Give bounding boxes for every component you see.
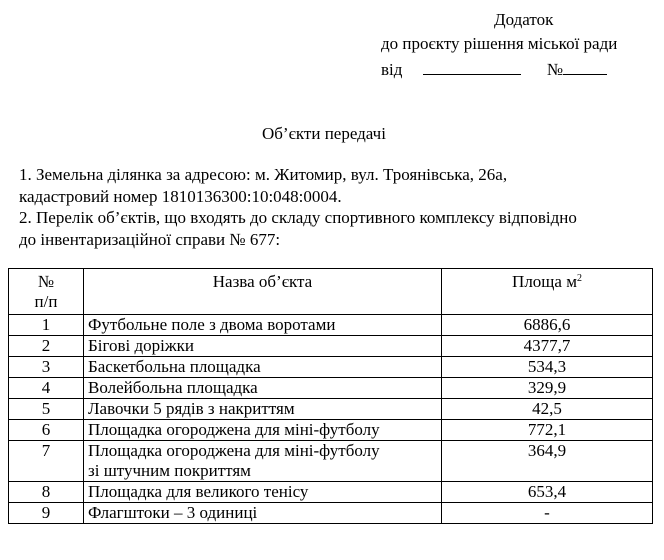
objects-table bbox=[8, 268, 653, 524]
table-row bbox=[9, 357, 653, 378]
row-number: 3 bbox=[9, 357, 84, 378]
row-name: Площадка огороджена для міні-футболу зі штучним покриттям bbox=[84, 441, 442, 482]
table-row bbox=[9, 482, 653, 503]
row-number: 5 bbox=[9, 399, 84, 420]
row-name: Лавочки 5 рядів з накриттям bbox=[84, 399, 442, 420]
number-sign: № bbox=[546, 60, 564, 79]
row-number: 9 bbox=[9, 503, 84, 524]
row-name: Площадка для великого тенісу bbox=[84, 482, 442, 503]
row-name: Площадка огороджена для міні-футболу bbox=[84, 420, 442, 441]
row-name: Волейбольна площадка bbox=[84, 378, 442, 399]
table-row bbox=[9, 503, 653, 524]
row-area: 42,5 bbox=[442, 399, 653, 420]
table-row bbox=[9, 420, 653, 441]
row-area: - bbox=[442, 503, 653, 524]
row-area: 653,4 bbox=[442, 482, 653, 503]
row-area: 6886,6 bbox=[442, 315, 653, 336]
row-area: 329,9 bbox=[442, 378, 653, 399]
appendix-label: Додаток bbox=[494, 10, 554, 29]
row-area: 772,1 bbox=[442, 420, 653, 441]
row-area: 534,3 bbox=[442, 357, 653, 378]
table-row bbox=[9, 399, 653, 420]
table-row bbox=[9, 315, 653, 336]
header-number: № п/п bbox=[9, 269, 84, 315]
paragraph-line: 2. Перелік об’єктів, що входять до складу спортивного комплексу відповідно bbox=[19, 208, 577, 227]
number-blank bbox=[563, 58, 607, 75]
row-area: 4377,7 bbox=[442, 336, 653, 357]
row-number: 1 bbox=[9, 315, 84, 336]
appendix-date-number-line bbox=[381, 58, 607, 80]
table-row bbox=[9, 441, 653, 482]
row-area: 364,9 bbox=[442, 441, 653, 482]
row-name: Футбольне поле з двома воротами bbox=[84, 315, 442, 336]
row-name: Бігові доріжки bbox=[84, 336, 442, 357]
paragraph-line: 1. Земельна ділянка за адресою: м. Житомир, вул. Троянівська, 26а, bbox=[19, 165, 508, 184]
appendix-subtitle: до проєкту рішення міської ради bbox=[381, 34, 618, 53]
row-name: Баскетбольна площадка bbox=[84, 357, 442, 378]
table-row bbox=[9, 378, 653, 399]
date-prefix: від bbox=[381, 60, 403, 79]
paragraph-line: до інвентаризаційної справи № 677: bbox=[19, 230, 281, 249]
header-area: Площа $м^2$ bbox=[442, 269, 653, 315]
row-number: 6 bbox=[9, 420, 84, 441]
date-blank bbox=[423, 58, 521, 75]
document-title: Об’єкти передачі bbox=[262, 124, 386, 143]
table-row bbox=[9, 336, 653, 357]
row-name: Флагштоки – 3 одиниці bbox=[84, 503, 442, 524]
row-number: 2 bbox=[9, 336, 84, 357]
table-header-row bbox=[9, 269, 653, 315]
row-number: 4 bbox=[9, 378, 84, 399]
header-name: Назва об’єкта bbox=[84, 269, 442, 315]
row-number: 8 bbox=[9, 482, 84, 503]
row-number: 7 bbox=[9, 441, 84, 482]
paragraph-line: кадастровий номер 1810136300:10:048:0004. bbox=[19, 187, 342, 206]
